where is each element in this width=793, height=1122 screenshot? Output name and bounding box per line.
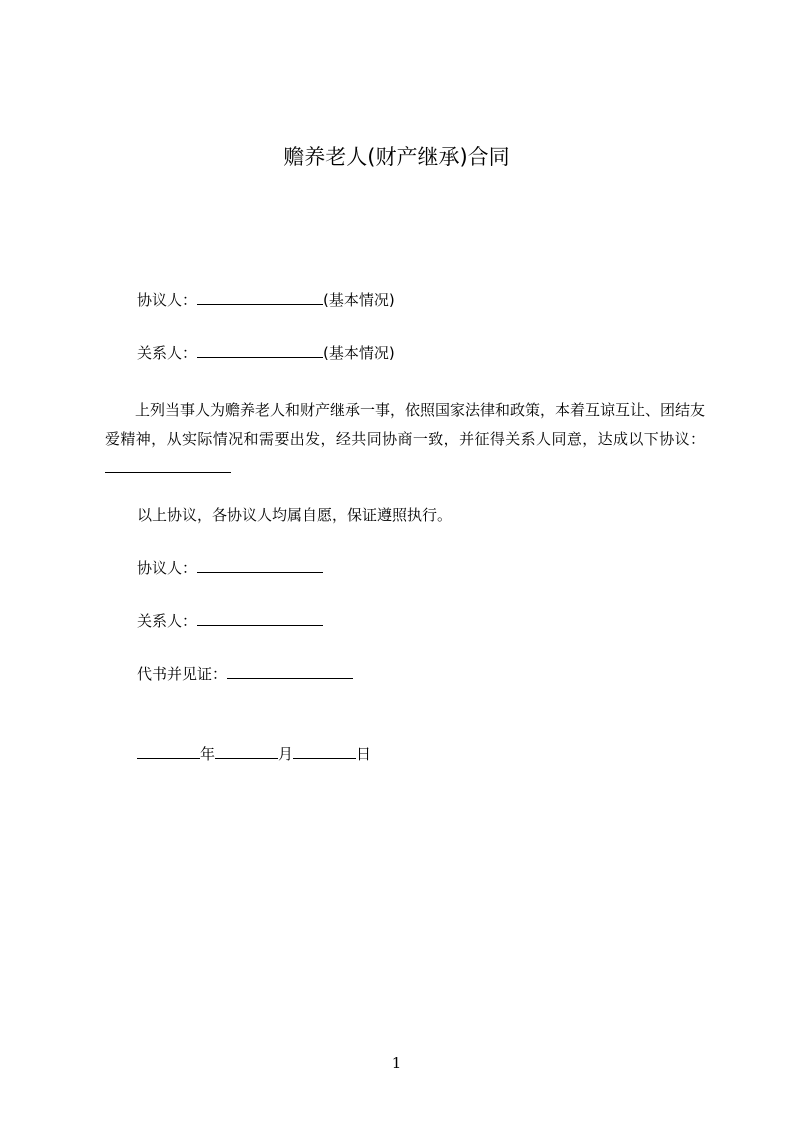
party2-line xyxy=(137,341,395,365)
sign-party1-blank[interactable] xyxy=(197,557,323,573)
page-number: 1 xyxy=(391,1054,402,1072)
agreement-blank[interactable] xyxy=(105,457,231,473)
day-label: 日 xyxy=(356,745,372,763)
sign-party2-line xyxy=(137,609,323,633)
party1-line xyxy=(137,288,395,312)
witness-line xyxy=(137,662,353,686)
document-title: 赡养老人(财产继承)合同 xyxy=(283,145,510,169)
sign-party2-blank[interactable] xyxy=(197,610,323,626)
day-blank[interactable] xyxy=(293,743,356,759)
sign-party2-label: 关系人： xyxy=(137,612,198,630)
month-label: 月 xyxy=(278,745,294,763)
agreement-paragraph xyxy=(105,396,705,483)
witness-blank[interactable] xyxy=(227,663,353,679)
year-label: 年 xyxy=(200,745,216,763)
party1-blank[interactable] xyxy=(197,289,323,305)
party1-note: (基本情况) xyxy=(323,291,395,309)
sign-party1-line xyxy=(137,556,323,580)
party2-note: (基本情况) xyxy=(323,344,395,362)
party2-label: 关系人： xyxy=(137,344,198,362)
agreement-text: 上列当事人为赡养老人和财产继承一事，依照国家法律和政策，本着互谅互让、团结友爱精神，从实际情况和需要出发，经共同协商一致，并征得关系人同意，达成以下协议： xyxy=(105,401,706,448)
year-blank[interactable] xyxy=(137,743,200,759)
party1-label: 协议人： xyxy=(137,291,198,309)
sign-party1-label: 协议人： xyxy=(137,559,198,577)
party2-blank[interactable] xyxy=(197,342,323,358)
witness-label: 代书并见证： xyxy=(137,665,228,683)
month-blank[interactable] xyxy=(215,743,278,759)
closing-statement: 以上协议，各协议人均属自愿，保证遵照执行。 xyxy=(137,506,453,524)
date-line xyxy=(137,742,371,766)
